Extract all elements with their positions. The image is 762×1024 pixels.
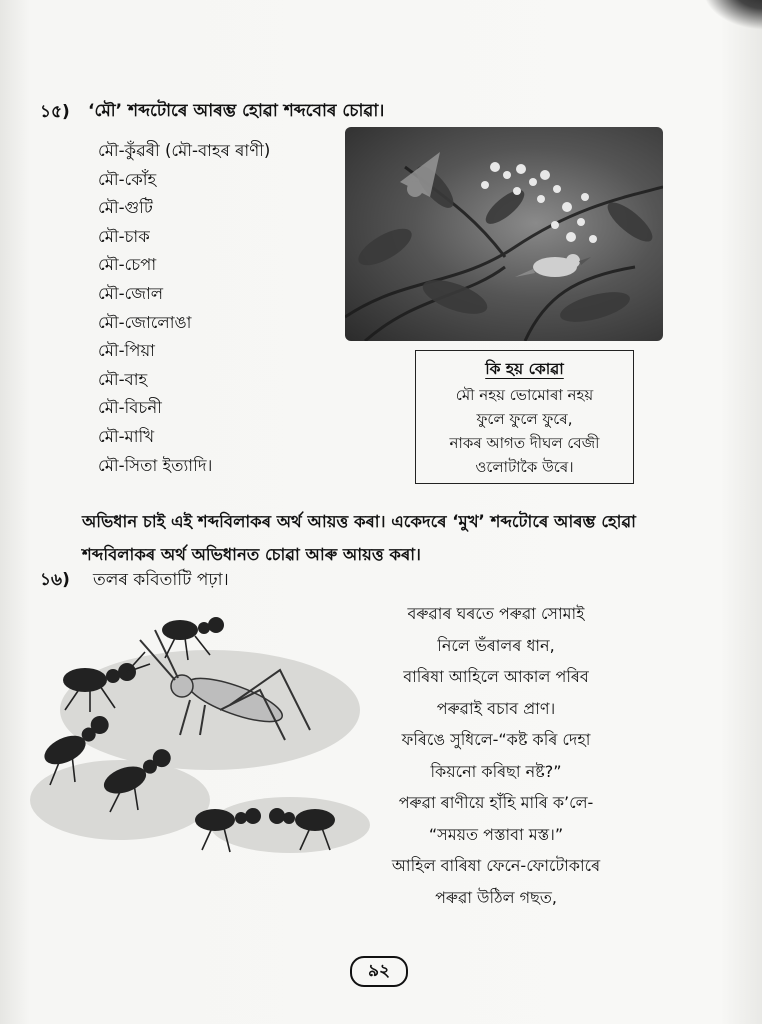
bird-flower-photo xyxy=(345,127,663,341)
list-item: মৌ-মাখি xyxy=(98,426,155,446)
list-item: মৌ-চেপা xyxy=(98,255,157,275)
page-number: ৯২ xyxy=(350,956,408,987)
poem-line: বৰুৱাৰ ঘৰতে পৰুৱা সোমাই xyxy=(407,604,585,623)
riddle-line: ওলোটাকৈ উৰে। xyxy=(475,458,574,476)
poem-line: “সময়ত পস্তাবা মস্ত।” xyxy=(428,824,564,844)
ants-grasshopper-svg xyxy=(30,600,375,860)
scan-corner-shadow xyxy=(702,0,762,30)
dictionary-task-line-1: অভিধান চাই এই শব্দবিলাকৰ অৰ্থ আয়ত্ত কৰা। একেদৰে ‘মুখ’ শব্দটোৰে আৰম্ভ হোৱা xyxy=(82,512,636,531)
list-item: মৌ-গুটি xyxy=(98,198,153,218)
question-15-number: ১৫) xyxy=(40,102,70,122)
list-item: মৌ-সিতা ইত্যাদি। xyxy=(98,455,213,475)
poem-line: নিলে ভঁৰালৰ ধান, xyxy=(437,635,555,655)
question-16-number: ১৬) xyxy=(40,570,70,590)
poem-line: ফৰিঙে সুধিলে-“কষ্ট কৰি দেহা xyxy=(401,730,591,749)
riddle-title: কি হয় কোৱা xyxy=(485,360,564,378)
poem-line: পৰুৱা উঠিল গছত, xyxy=(435,887,557,907)
poem-line: আহিল বাৰিষা ফেনে-ফোটোকাৰে xyxy=(391,856,601,875)
bird-flower-illustration xyxy=(345,127,663,341)
poem xyxy=(345,598,647,913)
poem-line: পৰুৱাই বচাব প্ৰাণ। xyxy=(436,698,556,718)
list-item: মৌ-পিয়া xyxy=(98,341,155,361)
question-16-instruction: তলৰ কবিতাটি পঢ়া। xyxy=(93,570,229,590)
poem-line: পৰুৱা ৰাণীয়ে হাঁহি মাৰি ক’লে- xyxy=(398,793,594,812)
list-item: মৌ-কোঁহ xyxy=(98,169,157,189)
riddle-line: মৌ নহয় ভোমোৰা নহয় xyxy=(455,386,594,404)
ants-grasshopper-illustration xyxy=(30,600,375,860)
list-item: মৌ-বাহ xyxy=(98,369,148,389)
list-item: মৌ-কুঁৱৰী (মৌ-বাহৰ ৰাণী) xyxy=(98,141,271,160)
question-15-instruction: ‘মৌ’ শব্দটোৰে আৰম্ভ হোৱা শব্দবোৰ চোৱা। xyxy=(88,101,385,121)
dictionary-task-line-2: শব্দবিলাকৰ অৰ্থ অভিধানত চোৱা আৰু আয়ত্ত কৰা। xyxy=(82,545,421,564)
list-item: মৌ-বিচনী xyxy=(98,398,162,418)
poem-line: কিয়নো কৰিছা নষ্ট?” xyxy=(430,761,562,781)
list-item: মৌ-জোল xyxy=(98,283,164,303)
riddle-line: নাকৰ আগত দীঘল বেজী xyxy=(449,434,600,452)
riddle-box xyxy=(415,350,634,484)
riddle-line: ফুলে ফুলে ফুৰে, xyxy=(476,410,573,428)
list-item: মৌ-জোলোঙা xyxy=(98,312,192,332)
poem-line: বাৰিষা আহিলে আকাল পৰিব xyxy=(403,667,589,686)
mou-word-list xyxy=(98,137,270,480)
list-item: মৌ-চাক xyxy=(98,226,150,246)
